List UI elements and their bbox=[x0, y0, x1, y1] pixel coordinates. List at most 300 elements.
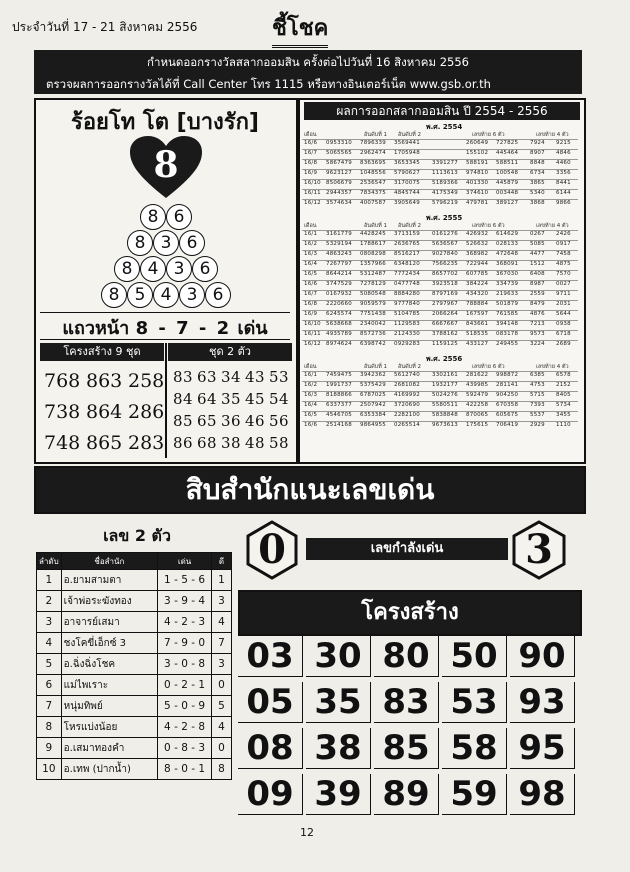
result-cell: 0267 bbox=[530, 231, 545, 237]
result-cell: 2152 bbox=[556, 382, 571, 388]
rank-cell: 8 bbox=[37, 717, 62, 738]
structure-number: 90 bbox=[510, 636, 575, 677]
col-highlight: เด่น bbox=[158, 553, 212, 570]
pyramid-ball: 8 bbox=[140, 204, 166, 230]
result-cell: 4546705 bbox=[326, 412, 352, 418]
result-cell: 8907 bbox=[530, 150, 545, 156]
result-cell: 6398742 bbox=[360, 341, 386, 347]
result-cell: 5580511 bbox=[432, 402, 458, 408]
result-cell: 16/5 bbox=[304, 271, 318, 277]
result-cell: 4169992 bbox=[394, 392, 420, 398]
result-cell: 16/1 bbox=[304, 231, 318, 237]
result-cell: 2536547 bbox=[360, 180, 386, 186]
result-cell: 3747529 bbox=[326, 281, 352, 287]
result-cell: 16/6 bbox=[304, 281, 318, 287]
result-cell: 16/1 bbox=[304, 372, 318, 378]
name-cell: อาจารย์เสมา bbox=[61, 612, 157, 633]
column-label: อันดับที่ 1 bbox=[364, 223, 387, 229]
result-cell: 5189366 bbox=[432, 180, 458, 186]
result-cell: 526632 bbox=[466, 241, 489, 247]
result-cell: 3788162 bbox=[432, 331, 458, 337]
section-title: สิบสำนักแนะเลขเด่น bbox=[34, 466, 586, 514]
result-cell: 2636765 bbox=[394, 241, 420, 247]
result-cell: 5312487 bbox=[360, 271, 386, 277]
pyramid-ball: 8 bbox=[127, 230, 153, 256]
result-cell: 3302161 bbox=[432, 372, 458, 378]
result-cell: 16/12 bbox=[304, 341, 321, 347]
name-cell: โหรแบ่งน้อย bbox=[61, 717, 157, 738]
highlight-cell: 8 - 0 - 1 bbox=[158, 759, 212, 780]
column-label: เลขท้าย 4 ตัว bbox=[536, 364, 569, 370]
result-cell: 1048556 bbox=[360, 170, 386, 176]
pyramid-ball: 6 bbox=[205, 282, 231, 308]
front-numbers: 8 - 7 - 2 bbox=[135, 318, 232, 339]
result-cell: 445879 bbox=[496, 180, 519, 186]
set2-number: 45 bbox=[245, 390, 266, 408]
front-label: แถวหน้า bbox=[62, 318, 130, 339]
result-cell: 1788617 bbox=[360, 241, 386, 247]
result-cell: 8441 bbox=[556, 180, 571, 186]
result-cell: 439985 bbox=[466, 382, 489, 388]
result-cell: 2797967 bbox=[432, 301, 458, 307]
structure-number: 39 bbox=[306, 774, 371, 815]
result-cell: 6734 bbox=[530, 170, 545, 176]
result-cell: 8188866 bbox=[326, 392, 352, 398]
result-cell: 8363695 bbox=[360, 160, 386, 166]
results-table-box bbox=[298, 98, 586, 464]
result-cell: 083178 bbox=[496, 331, 519, 337]
set2-number: 43 bbox=[245, 368, 266, 386]
column-label: เดือน bbox=[304, 223, 317, 229]
result-cell: 7566235 bbox=[432, 261, 458, 267]
name-cell: ชงโคขี่เอ็กซ์ 3 bbox=[61, 633, 157, 654]
result-cell: 16/5 bbox=[304, 412, 318, 418]
result-cell: 1159125 bbox=[432, 341, 458, 347]
result-cell: 6337377 bbox=[326, 402, 352, 408]
result-cell: 1113613 bbox=[432, 170, 458, 176]
divider bbox=[165, 343, 167, 458]
result-cell: 16/6 bbox=[304, 422, 318, 428]
result-cell: 3455 bbox=[556, 412, 571, 418]
year-label: พ.ศ. 2556 bbox=[426, 355, 463, 363]
result-cell: 3391277 bbox=[432, 160, 458, 166]
rank-cell: 3 bbox=[37, 612, 62, 633]
good-cell: 5 bbox=[212, 696, 232, 717]
result-cell: 260649 bbox=[466, 140, 489, 146]
result-cell: 7393 bbox=[530, 402, 545, 408]
result-cell: 5065565 bbox=[326, 150, 352, 156]
result-cell: 9673613 bbox=[432, 422, 458, 428]
structure-number: 58 bbox=[442, 728, 507, 769]
set2-number: 36 bbox=[221, 412, 242, 430]
year-label: พ.ศ. 2554 bbox=[426, 123, 463, 131]
result-cell: 4428245 bbox=[360, 231, 386, 237]
result-cell: 9866 bbox=[556, 200, 571, 206]
result-cell: 6787025 bbox=[360, 392, 386, 398]
result-cell: 5734 bbox=[556, 402, 571, 408]
result-cell: 7267797 bbox=[326, 261, 352, 267]
result-cell: 7834375 bbox=[360, 190, 386, 196]
result-cell: 9864955 bbox=[360, 422, 386, 428]
result-cell: 16/11 bbox=[304, 331, 321, 337]
result-cell: 249455 bbox=[496, 341, 519, 347]
pyramid-ball: 8 bbox=[101, 282, 127, 308]
result-cell: 5644 bbox=[556, 311, 571, 317]
highlight-cell: 1 - 5 - 6 bbox=[158, 570, 212, 591]
result-cell: 9777840 bbox=[394, 301, 420, 307]
column-label: เลขท้าย 6 ตัว bbox=[472, 132, 505, 138]
result-cell: 5537 bbox=[530, 412, 545, 418]
pyramid-ball: 3 bbox=[179, 282, 205, 308]
result-cell: 4753 bbox=[530, 382, 545, 388]
pyramid-ball: 3 bbox=[153, 230, 179, 256]
result-cell: 607785 bbox=[466, 271, 489, 277]
result-cell: 8572736 bbox=[360, 331, 386, 337]
column-label: อันดับที่ 2 bbox=[398, 223, 421, 229]
result-cell: 4875 bbox=[556, 261, 571, 267]
result-cell: 384224 bbox=[466, 281, 489, 287]
result-cell: 2514168 bbox=[326, 422, 352, 428]
set9-header: โครงสร้าง 9 ชุด bbox=[40, 343, 164, 361]
pyramid-ball: 8 bbox=[114, 256, 140, 282]
name-cell: เจ้าพ่อระฆังทอง bbox=[61, 591, 157, 612]
result-cell: 3720690 bbox=[394, 402, 420, 408]
result-cell: 8405 bbox=[556, 392, 571, 398]
result-cell: 7570 bbox=[556, 271, 571, 277]
result-cell: 5085 bbox=[530, 241, 545, 247]
magazine-logo: ชี้โชค bbox=[272, 10, 328, 48]
result-cell: 605675 bbox=[496, 412, 519, 418]
result-cell: 389127 bbox=[496, 200, 519, 206]
set2-number: 65 bbox=[197, 412, 218, 430]
column-label: เลขท้าย 6 ตัว bbox=[472, 223, 505, 229]
pyramid-ball: 6 bbox=[192, 256, 218, 282]
result-cell: 445464 bbox=[496, 150, 519, 156]
result-cell: 2507942 bbox=[360, 402, 386, 408]
result-cell: 3574634 bbox=[326, 200, 352, 206]
result-cell: 2426 bbox=[556, 231, 571, 237]
result-cell: 706419 bbox=[496, 422, 519, 428]
column-label: เดือน bbox=[304, 132, 317, 138]
result-cell: 7213 bbox=[530, 321, 545, 327]
pyramid-ball: 6 bbox=[166, 204, 192, 230]
result-cell: 9573 bbox=[530, 331, 545, 337]
result-cell: 003448 bbox=[496, 190, 519, 196]
highlight-cell: 4 - 2 - 3 bbox=[158, 612, 212, 633]
result-cell: 0929283 bbox=[394, 341, 420, 347]
result-cell: 16/12 bbox=[304, 200, 321, 206]
set2-number: 54 bbox=[269, 390, 290, 408]
highlight-cell: 3 - 9 - 4 bbox=[158, 591, 212, 612]
column-label: เดือน bbox=[304, 364, 317, 370]
result-cell: 1705948 bbox=[394, 150, 420, 156]
result-cell: 16/9 bbox=[304, 311, 318, 317]
result-cell: 5790627 bbox=[394, 170, 420, 176]
set9-number: 864 bbox=[86, 401, 123, 423]
result-cell: 5715 bbox=[530, 392, 545, 398]
result-cell: 16/4 bbox=[304, 402, 318, 408]
highlight-cell: 4 - 2 - 8 bbox=[158, 717, 212, 738]
structure-number: 53 bbox=[442, 682, 507, 723]
rank-cell: 7 bbox=[37, 696, 62, 717]
good-cell: 3 bbox=[212, 654, 232, 675]
set9-number: 738 bbox=[44, 401, 81, 423]
structure-number: 50 bbox=[442, 636, 507, 677]
column-label: เลขท้าย 4 ตัว bbox=[536, 132, 569, 138]
table-row bbox=[37, 612, 232, 633]
set2-number: 38 bbox=[221, 434, 242, 452]
column-label: อันดับที่ 2 bbox=[398, 364, 421, 370]
result-cell: 843661 bbox=[466, 321, 489, 327]
result-cell: 281141 bbox=[496, 382, 519, 388]
result-cell: 2559 bbox=[530, 291, 545, 297]
good-cell: 1 bbox=[212, 570, 232, 591]
result-cell: 6348120 bbox=[394, 261, 420, 267]
recommendation-table bbox=[36, 552, 232, 780]
result-cell: 2282100 bbox=[394, 412, 420, 418]
result-cell: 2340042 bbox=[360, 321, 386, 327]
hot-number-label: เลขกำลังเด่น bbox=[306, 538, 508, 560]
rank-cell: 4 bbox=[37, 633, 62, 654]
result-cell: 9623127 bbox=[326, 170, 352, 176]
result-cell: 7751438 bbox=[360, 311, 386, 317]
result-cell: 5329194 bbox=[326, 241, 352, 247]
result-cell: 5838848 bbox=[432, 412, 458, 418]
result-cell: 4477 bbox=[530, 251, 545, 257]
result-cell: 1357966 bbox=[360, 261, 386, 267]
structure-number: 35 bbox=[306, 682, 371, 723]
front-row bbox=[40, 312, 290, 340]
table-row bbox=[37, 654, 232, 675]
name-cell: อ.เทพ (ปากน้ำ) bbox=[61, 759, 157, 780]
result-cell: 3942362 bbox=[360, 372, 386, 378]
result-cell: 2066264 bbox=[432, 311, 458, 317]
result-cell: 6144 bbox=[556, 190, 571, 196]
result-cell: 8644214 bbox=[326, 271, 352, 277]
result-cell: 6353384 bbox=[360, 412, 386, 418]
result-cell: 4846 bbox=[556, 150, 571, 156]
result-cell: 7772434 bbox=[394, 271, 420, 277]
result-cell: 5340 bbox=[530, 190, 545, 196]
table-row bbox=[37, 591, 232, 612]
set9-number: 865 bbox=[86, 432, 123, 454]
result-cell: 426932 bbox=[466, 231, 489, 237]
result-cell: 7458 bbox=[556, 251, 571, 257]
table-header-row bbox=[37, 553, 232, 570]
rank-cell: 10 bbox=[37, 759, 62, 780]
result-cell: 16/9 bbox=[304, 170, 318, 176]
result-cell: 0167932 bbox=[326, 291, 352, 297]
result-cell: 2962474 bbox=[360, 150, 386, 156]
result-cell: 028133 bbox=[496, 241, 519, 247]
result-cell: 5796219 bbox=[432, 200, 458, 206]
rank-cell: 2 bbox=[37, 591, 62, 612]
result-cell: 5024276 bbox=[432, 392, 458, 398]
structure-number: 98 bbox=[510, 774, 575, 815]
structure-number: 03 bbox=[238, 636, 303, 677]
result-cell: 16/4 bbox=[304, 261, 318, 267]
result-cell: 614629 bbox=[496, 231, 519, 237]
result-cell: 16/10 bbox=[304, 321, 321, 327]
good-cell: 4 bbox=[212, 612, 232, 633]
result-cell: 8516217 bbox=[394, 251, 420, 257]
set2-header: ชุด 2 ตัว bbox=[168, 343, 292, 361]
set2-number: 46 bbox=[245, 412, 266, 430]
result-cell: 8974624 bbox=[326, 341, 352, 347]
set2-number: 56 bbox=[269, 412, 290, 430]
result-cell: 7278129 bbox=[360, 281, 386, 287]
check-results-info: ตรวจผลการออกรางวัลได้ที่ Call Center โทร 1115 หรือทางอินเตอร์เน็ต www.gsb.or.th bbox=[46, 77, 491, 91]
set2-number: 84 bbox=[173, 390, 194, 408]
rank-cell: 9 bbox=[37, 738, 62, 759]
result-cell: 367030 bbox=[496, 271, 519, 277]
pyramid-ball: 6 bbox=[179, 230, 205, 256]
set2-number: 35 bbox=[221, 390, 242, 408]
structure-number: 80 bbox=[374, 636, 439, 677]
result-cell: 2944357 bbox=[326, 190, 352, 196]
result-cell: 3569441 bbox=[394, 140, 420, 146]
column-label: อันดับที่ 1 bbox=[364, 132, 387, 138]
result-cell: 761585 bbox=[496, 311, 519, 317]
result-cell: 904250 bbox=[496, 392, 519, 398]
result-cell: 2031 bbox=[556, 301, 571, 307]
pyramid-ball: 4 bbox=[153, 282, 179, 308]
next-draw-date: กำหนดออกรางวัลสลากออมสิน ครั้งต่อไปวันที่ 16 สิงหาคม 2556 bbox=[147, 55, 469, 69]
name-cell: แม่ไพเราะ bbox=[61, 675, 157, 696]
result-cell: 219633 bbox=[496, 291, 519, 297]
table-row bbox=[37, 633, 232, 654]
structure-number: 93 bbox=[510, 682, 575, 723]
result-cell: 2124330 bbox=[394, 331, 420, 337]
result-cell: 175615 bbox=[466, 422, 489, 428]
set2-number: 68 bbox=[197, 434, 218, 452]
highlight-cell: 5 - 0 - 9 bbox=[158, 696, 212, 717]
result-cell: 16/8 bbox=[304, 160, 318, 166]
column-label: เลขท้าย 4 ตัว bbox=[536, 223, 569, 229]
result-cell: 6245574 bbox=[326, 311, 352, 317]
result-cell: 8506679 bbox=[326, 180, 352, 186]
result-cell: 5638668 bbox=[326, 321, 352, 327]
structure-number: 30 bbox=[306, 636, 371, 677]
set2-number: 85 bbox=[173, 412, 194, 430]
result-cell: 1932177 bbox=[432, 382, 458, 388]
result-cell: 433127 bbox=[466, 341, 489, 347]
set9-number: 283 bbox=[128, 432, 165, 454]
result-cell: 4845744 bbox=[394, 190, 420, 196]
set2-number: 53 bbox=[269, 368, 290, 386]
name-cell: อ.เสมาทองคำ bbox=[61, 738, 157, 759]
result-cell: 8848 bbox=[530, 160, 545, 166]
result-cell: 6385 bbox=[530, 372, 545, 378]
result-cell: 8987 bbox=[530, 281, 545, 287]
result-cell: 9059579 bbox=[360, 301, 386, 307]
result-cell: 4876 bbox=[530, 311, 545, 317]
set2-number: 63 bbox=[197, 368, 218, 386]
result-cell: 6578 bbox=[556, 372, 571, 378]
result-cell: 5080548 bbox=[360, 291, 386, 297]
structure-title: โครงสร้าง bbox=[238, 590, 582, 636]
pyramid-ball: 4 bbox=[140, 256, 166, 282]
lieutenant-to-box bbox=[34, 98, 298, 464]
result-cell: 6718 bbox=[556, 331, 571, 337]
result-cell: 368982 bbox=[466, 251, 489, 257]
results-title: ผลการออกสลากออมสิน ปี 2554 - 2556 bbox=[304, 102, 580, 120]
name-cell: อ.ยามสามตา bbox=[61, 570, 157, 591]
result-cell: 16/3 bbox=[304, 251, 318, 257]
set2-number: 58 bbox=[269, 434, 290, 452]
result-cell: 4175349 bbox=[432, 190, 458, 196]
result-cell: 2689 bbox=[556, 341, 571, 347]
result-cell: 8657702 bbox=[432, 271, 458, 277]
structure-number: 59 bbox=[442, 774, 507, 815]
result-cell: 8797169 bbox=[432, 291, 458, 297]
set9-number: 748 bbox=[44, 432, 81, 454]
good-cell: 8 bbox=[212, 759, 232, 780]
result-cell: 16/6 bbox=[304, 140, 318, 146]
result-cell: 3713159 bbox=[394, 231, 420, 237]
issue-date: ประจำวันที่ 17 - 21 สิงหาคม 2556 bbox=[12, 20, 198, 34]
result-cell: 7896339 bbox=[360, 140, 386, 146]
structure-number: 85 bbox=[374, 728, 439, 769]
pyramid-ball: 5 bbox=[127, 282, 153, 308]
name-cell: หนุ่มทิพย์ bbox=[61, 696, 157, 717]
highlight-cell: 3 - 0 - 8 bbox=[158, 654, 212, 675]
result-cell: 3923518 bbox=[432, 281, 458, 287]
column-label: อันดับที่ 2 bbox=[398, 132, 421, 138]
result-cell: 0917 bbox=[556, 241, 571, 247]
structure-number: 05 bbox=[238, 682, 303, 723]
result-cell: 722944 bbox=[466, 261, 489, 267]
set2-number: 64 bbox=[197, 390, 218, 408]
result-cell: 100548 bbox=[496, 170, 519, 176]
result-cell: 3868 bbox=[530, 200, 545, 206]
col-good: ดี bbox=[212, 553, 232, 570]
result-cell: 3905649 bbox=[394, 200, 420, 206]
result-cell: 5104785 bbox=[394, 311, 420, 317]
result-cell: 3224 bbox=[530, 341, 545, 347]
result-cell: 4007587 bbox=[360, 200, 386, 206]
rank-cell: 1 bbox=[37, 570, 62, 591]
result-cell: 401330 bbox=[466, 180, 489, 186]
structure-number: 89 bbox=[374, 774, 439, 815]
pyramid-ball: 3 bbox=[166, 256, 192, 282]
result-cell: 588511 bbox=[496, 160, 519, 166]
result-cell: 3865 bbox=[530, 180, 545, 186]
result-cell: 4935789 bbox=[326, 331, 352, 337]
result-cell: 0808298 bbox=[360, 251, 386, 257]
result-cell: 998872 bbox=[496, 372, 519, 378]
result-cell: 9215 bbox=[556, 140, 571, 146]
rank-cell: 6 bbox=[37, 675, 62, 696]
result-cell: 281622 bbox=[466, 372, 489, 378]
table-row bbox=[37, 759, 232, 780]
result-cell: 3161779 bbox=[326, 231, 352, 237]
result-cell: 501879 bbox=[496, 301, 519, 307]
result-cell: 16/10 bbox=[304, 180, 321, 186]
set9-number: 286 bbox=[128, 401, 165, 423]
name-cell: อ.ฉิ่งฉิ่งโชค bbox=[61, 654, 157, 675]
set9-number: 258 bbox=[128, 370, 165, 392]
result-cell: 518535 bbox=[466, 331, 489, 337]
set2-number: 83 bbox=[173, 368, 194, 386]
result-cell: 5636567 bbox=[432, 241, 458, 247]
result-cell: 0265514 bbox=[394, 422, 420, 428]
heart-number: 8 bbox=[153, 144, 179, 186]
table-row bbox=[37, 675, 232, 696]
result-cell: 334739 bbox=[496, 281, 519, 287]
structure-number: 83 bbox=[374, 682, 439, 723]
result-cell: 1512 bbox=[530, 261, 545, 267]
